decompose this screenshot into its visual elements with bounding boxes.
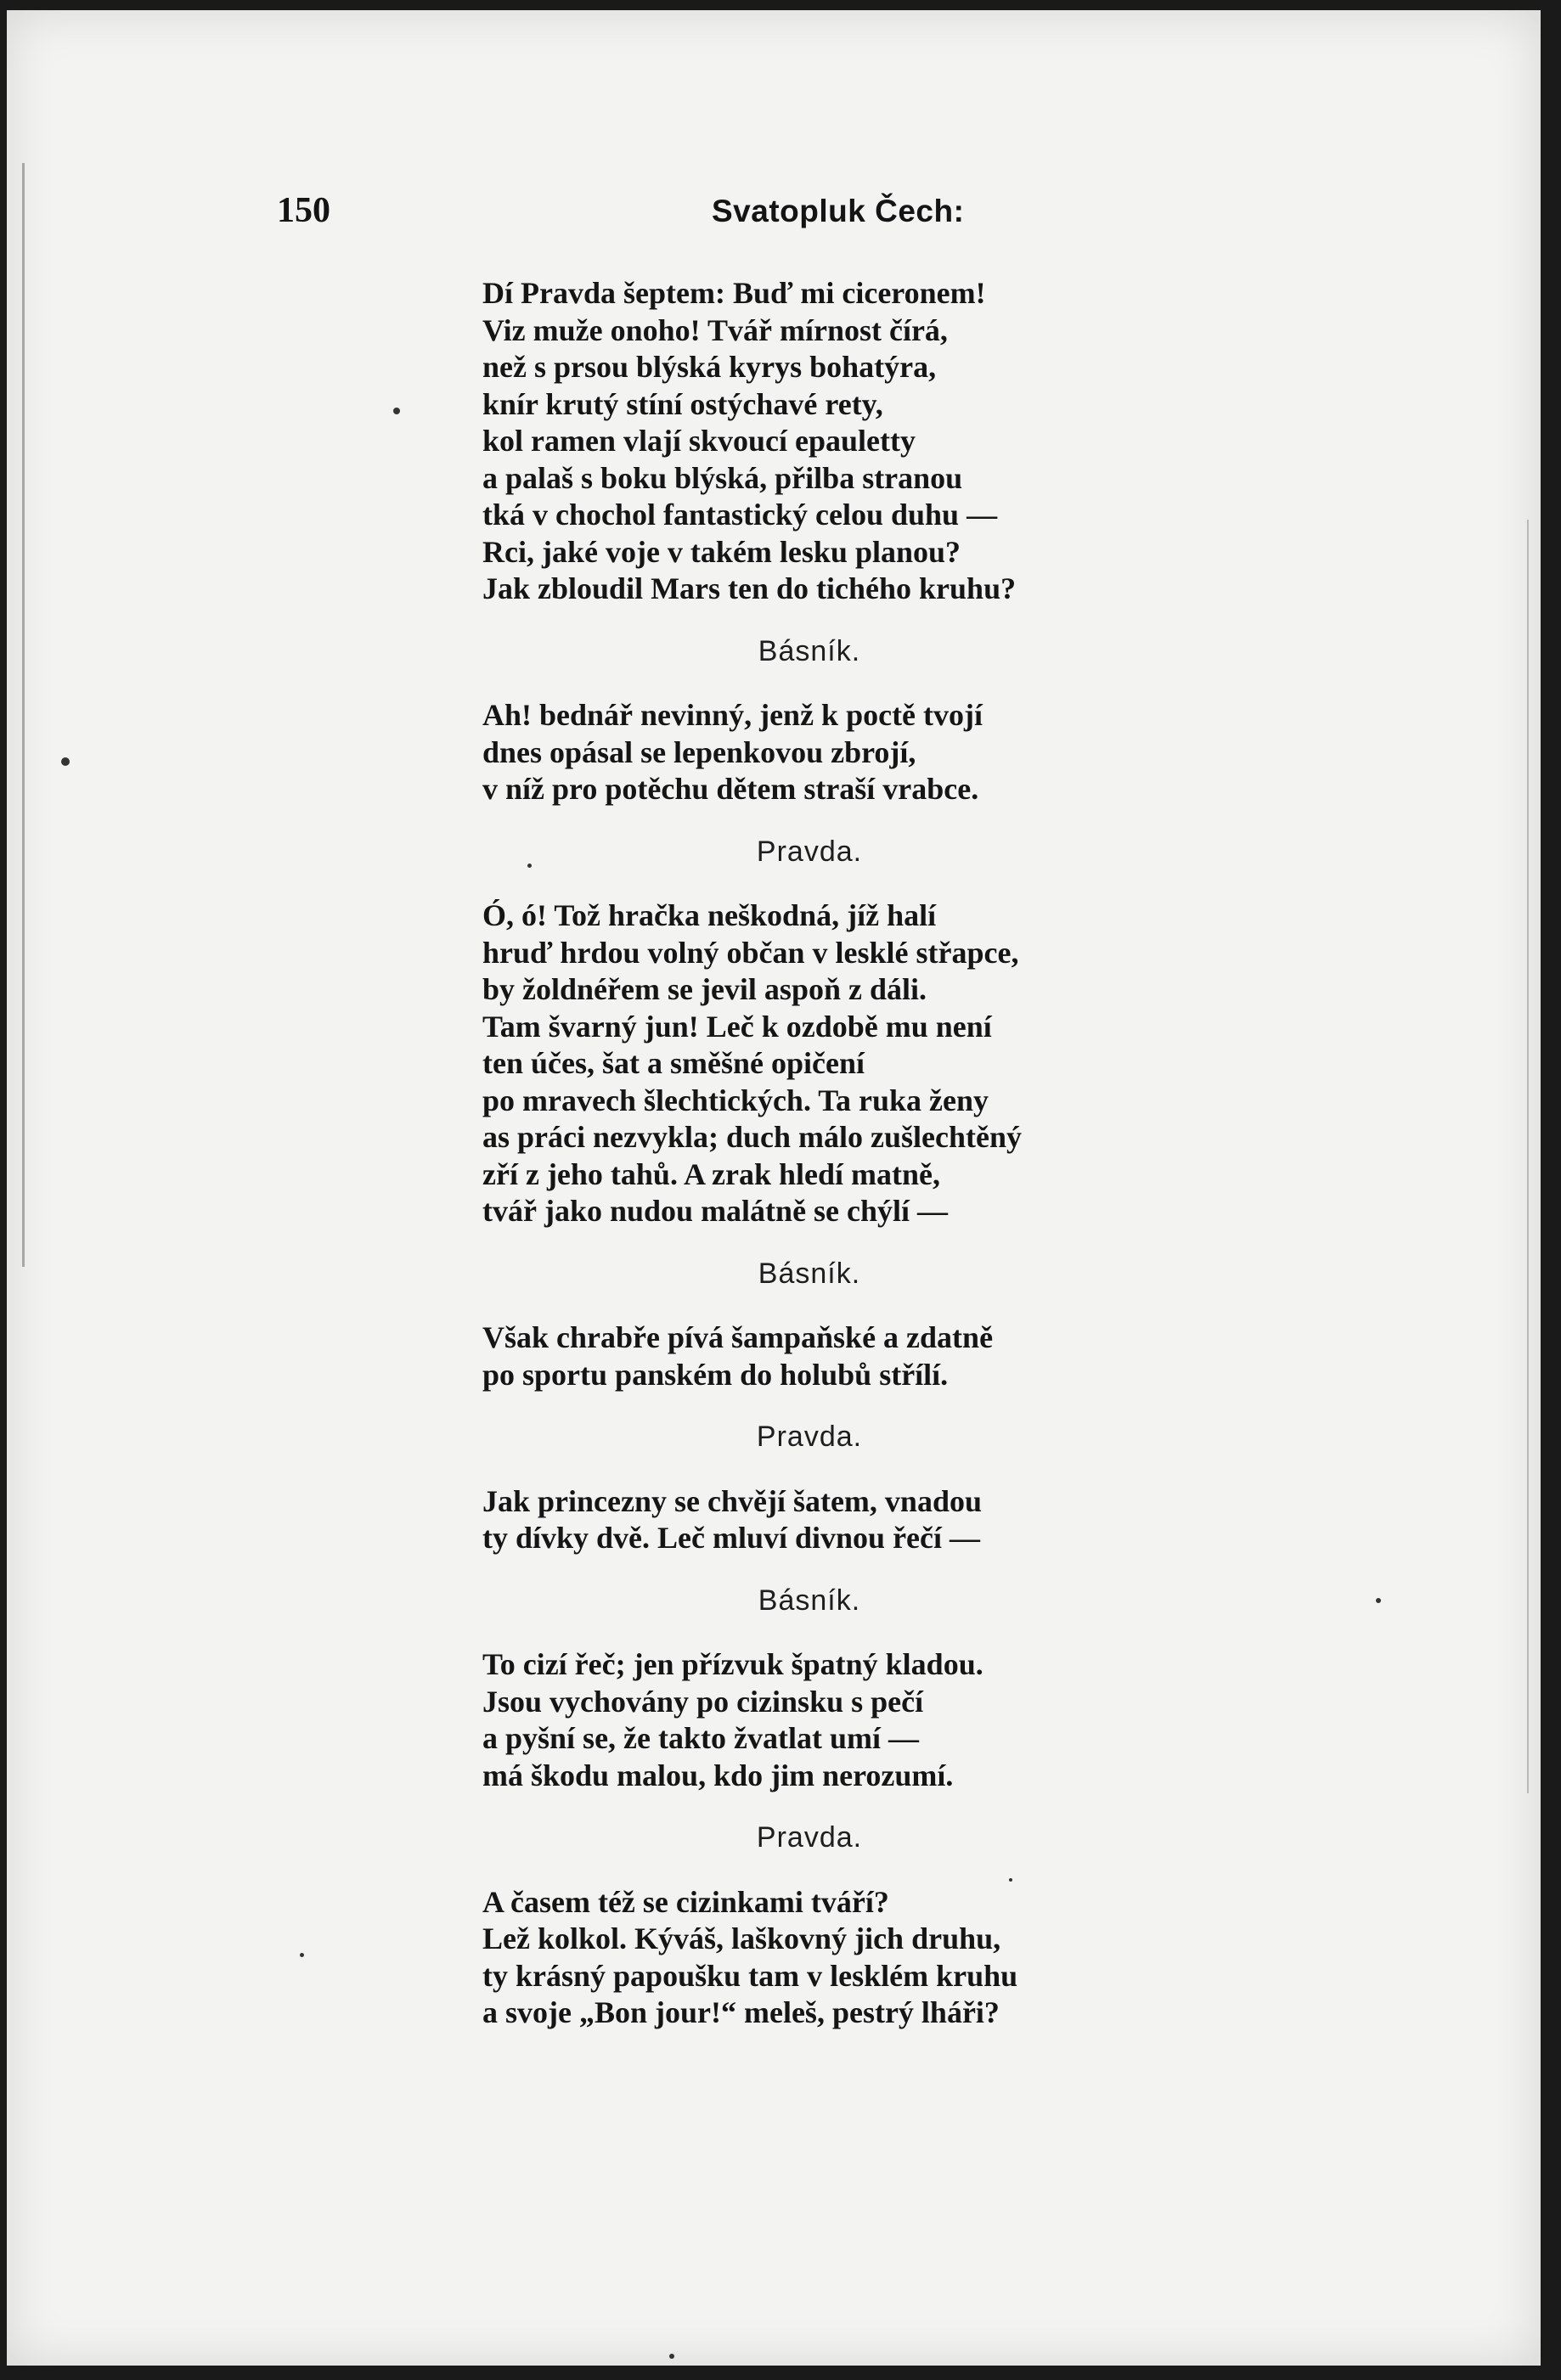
verse-stanza bbox=[482, 1319, 1162, 1393]
verse-line: ty dívky dvě. Leč mluví divnou řečí — bbox=[482, 1521, 981, 1555]
poem-text bbox=[482, 275, 1162, 2032]
verse-stanza bbox=[482, 1483, 1162, 1557]
verse-line: Ó, ó! Tož hračka neškodná, jíž halí bbox=[482, 898, 937, 932]
verse-line: knír krutý stíní ostýchavé rety, bbox=[482, 386, 883, 421]
verse-line: má škodu malou, kdo jim nerozumí. bbox=[482, 1758, 954, 1792]
verse-line: Jsou vychovány po cizinsku s pečí bbox=[482, 1684, 924, 1719]
verse-line: tvář jako nudou malátně se chýlí — bbox=[482, 1194, 949, 1228]
verse-line: ten účes, šat a směšné opičení bbox=[482, 1046, 865, 1080]
verse-line: po mravech šlechtických. Ta ruka ženy bbox=[482, 1083, 989, 1117]
verse-line: a pyšní se, že takto žvatlat umí — bbox=[482, 1721, 919, 1755]
speaker-label: Pravda. bbox=[756, 1421, 863, 1453]
verse-line: Jak princezny se chvějí šatem, vnadou bbox=[482, 1483, 982, 1518]
verse-line: a palaš s boku blýská, přilba stranou bbox=[482, 460, 963, 495]
verse-line: a svoje „Bon jour!“ meleš, pestrý lháři? bbox=[482, 1995, 1000, 2029]
page-number: 150 bbox=[277, 191, 330, 230]
verse-line: po sportu panském do holubů střílí. bbox=[482, 1357, 949, 1392]
speck bbox=[300, 1953, 304, 1957]
running-head: Svatopluk Čech: bbox=[712, 194, 965, 228]
speaker-label: Pravda. bbox=[756, 835, 863, 868]
speaker-label: Básník. bbox=[758, 1584, 861, 1617]
right-edge-mark bbox=[1527, 520, 1529, 1793]
speaker-label: Básník. bbox=[758, 634, 861, 667]
verse-line: kol ramen vlají skvoucí epauletty bbox=[482, 424, 916, 458]
verse-line: zří z jeho tahů. A zrak hledí matně, bbox=[482, 1156, 940, 1191]
speaker-label: Pravda. bbox=[756, 1821, 863, 1854]
book-page bbox=[7, 10, 1541, 2366]
verse-line: než s prsou blýská kyrys bohatýra, bbox=[482, 350, 937, 384]
verse-line: Lež kolkol. Kýváš, laškovný jich druhu, bbox=[482, 1921, 1001, 1955]
verse-stanza bbox=[482, 275, 1162, 608]
verse-line: by žoldnéřem se jevil aspoň z dáli. bbox=[482, 972, 927, 1006]
speck bbox=[669, 2354, 674, 2359]
verse-stanza bbox=[482, 697, 1162, 808]
verse-line: Ah! bednář nevinný, jenž k poctě tvojí bbox=[482, 698, 983, 732]
verse-line: Dí Pravda šeptem: Buď mi ciceronem! bbox=[482, 276, 986, 310]
verse-line: Tam švarný jun! Leč k ozdobě mu není bbox=[482, 1009, 992, 1044]
speck bbox=[61, 757, 70, 766]
left-edge-mark bbox=[22, 163, 25, 1267]
verse-line: Rci, jaké voje v takém lesku planou? bbox=[482, 534, 961, 569]
speck bbox=[393, 408, 400, 414]
verse-line: Však chrabře pívá šampaňské a zdatně bbox=[482, 1320, 994, 1354]
verse-line: Jak zbloudil Mars ten do tichého kruhu? bbox=[482, 571, 1017, 605]
speck bbox=[1376, 1598, 1381, 1603]
speaker-label: Básník. bbox=[758, 1257, 861, 1290]
verse-line: v níž pro potěchu dětem straší vrabce. bbox=[482, 772, 979, 806]
verse-line: A časem též se cizinkami tváří? bbox=[482, 1884, 889, 1919]
verse-line: as práci nezvykla; duch málo zušlechtěný bbox=[482, 1120, 1022, 1154]
page-header bbox=[7, 190, 1541, 241]
verse-line: Viz muže onoho! Tvář mírnost čírá, bbox=[482, 312, 948, 347]
verse-line: ty krásný papoušku tam v lesklém kruhu bbox=[482, 1958, 1018, 1993]
verse-stanza bbox=[482, 1884, 1162, 2032]
verse-line: hruď hrdou volný občan v lesklé střapce, bbox=[482, 935, 1019, 970]
verse-line: To cizí řeč; jen přízvuk špatný kladou. bbox=[482, 1647, 983, 1681]
verse-stanza bbox=[482, 1646, 1162, 1794]
verse-line: dnes opásal se lepenkovou zbrojí, bbox=[482, 734, 916, 769]
verse-line: tká v chochol fantastický celou duhu — bbox=[482, 498, 998, 532]
verse-stanza bbox=[482, 897, 1162, 1230]
